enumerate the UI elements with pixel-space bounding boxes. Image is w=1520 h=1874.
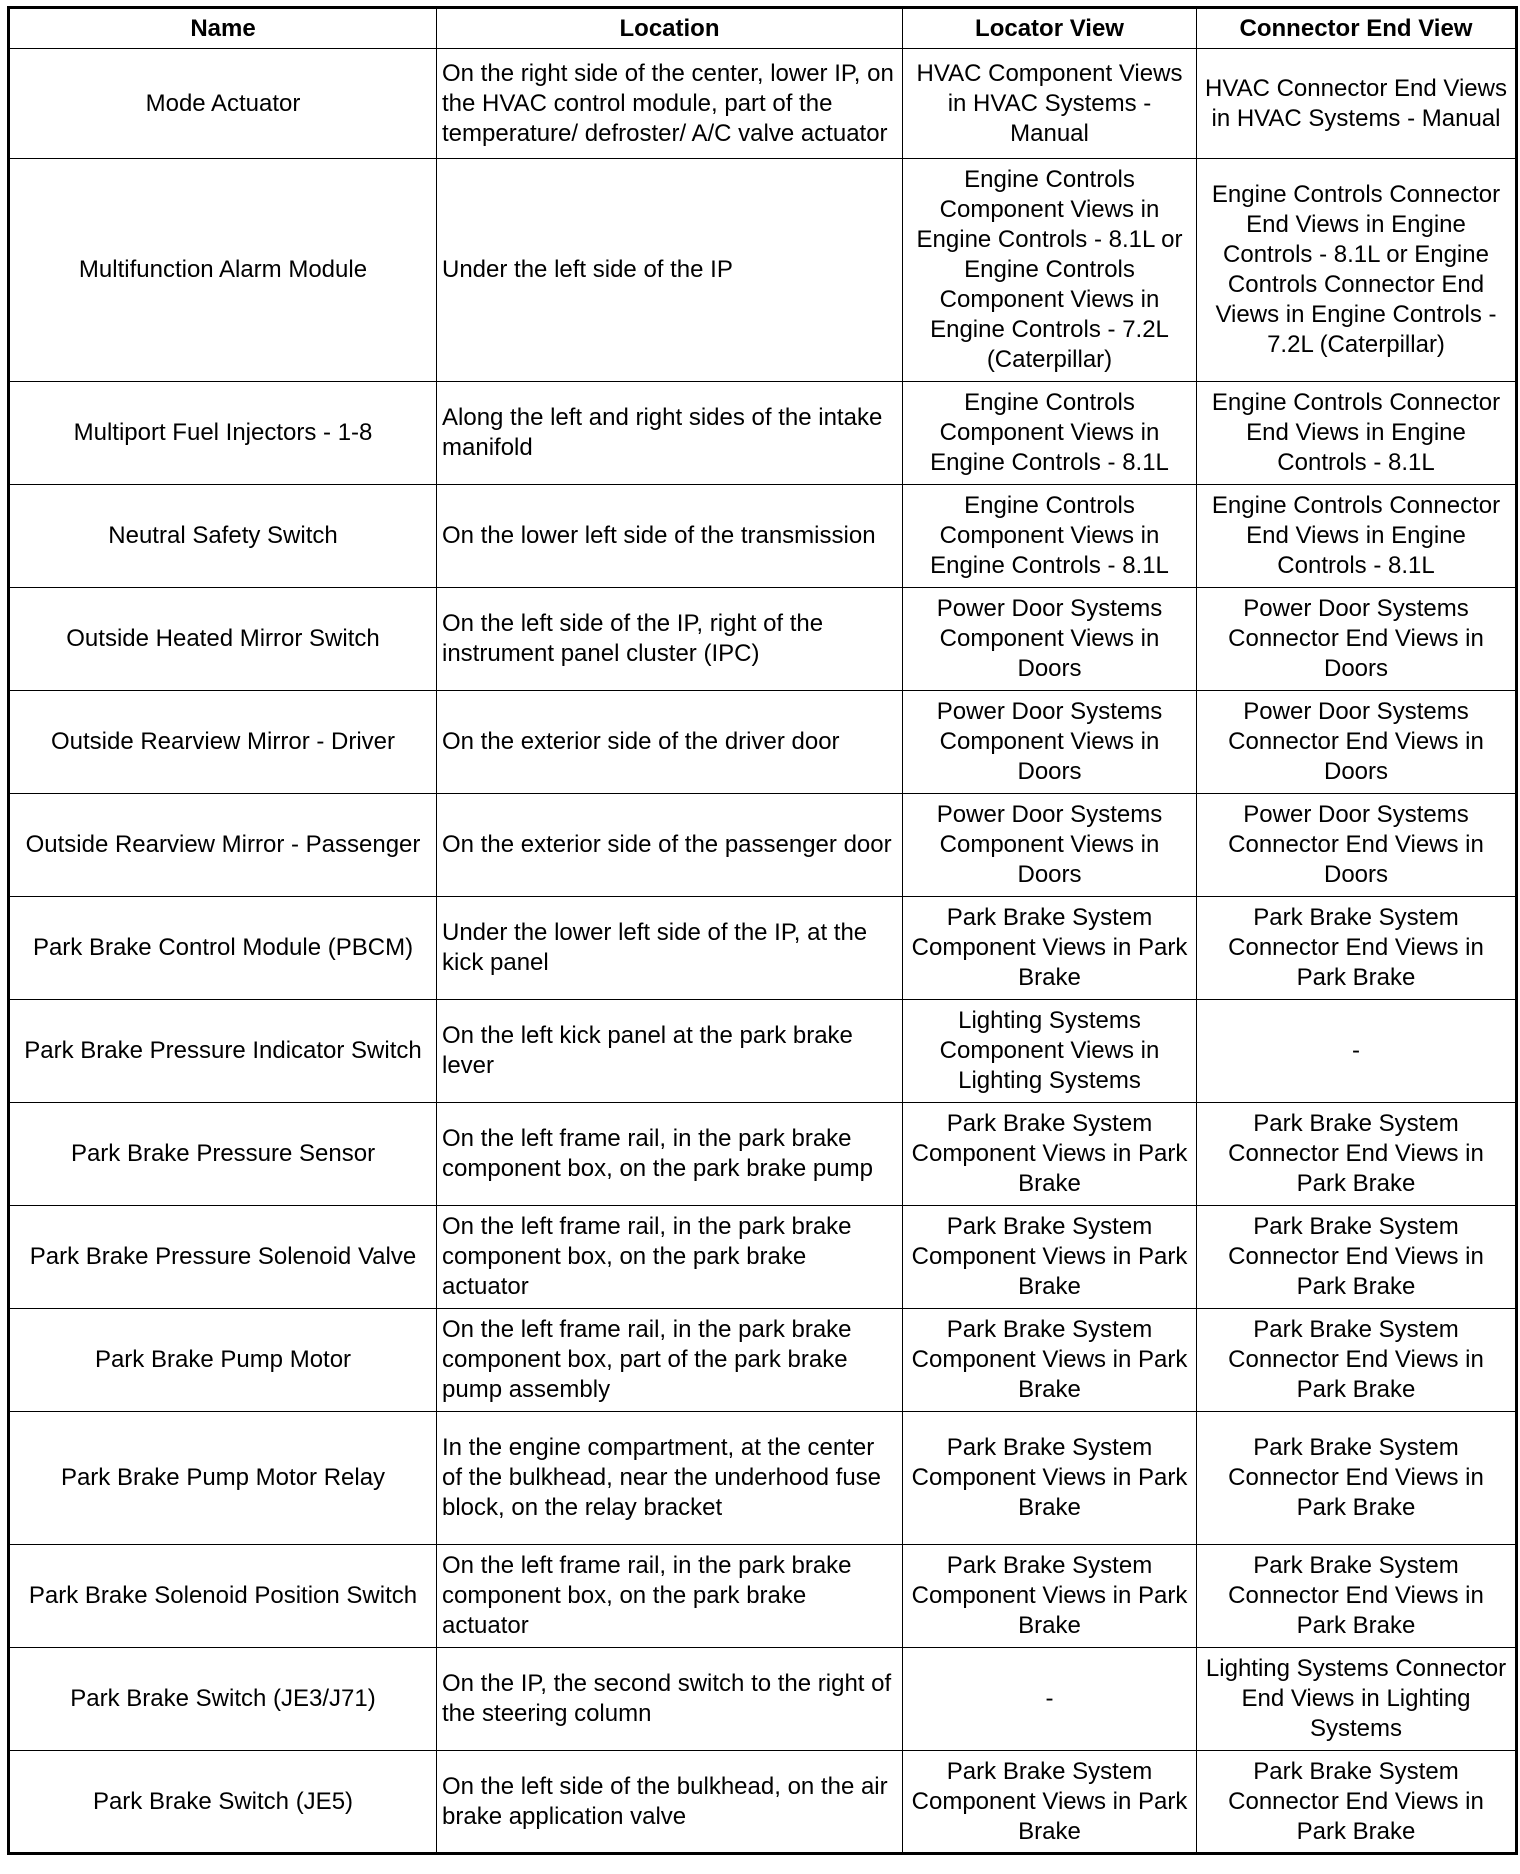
cell-locator-view: Park Brake System Component Views in Park Brake bbox=[903, 1412, 1197, 1545]
component-locator-table bbox=[7, 6, 1518, 1855]
cell-connector-end-view: - bbox=[1197, 1000, 1517, 1103]
cell-location: On the left kick panel at the park brake lever bbox=[437, 1000, 903, 1103]
table-header-row bbox=[9, 8, 1517, 49]
cell-name: Park Brake Control Module (PBCM) bbox=[9, 897, 437, 1000]
cell-name: Multiport Fuel Injectors - 1-8 bbox=[9, 382, 437, 485]
cell-locator-view: Park Brake System Component Views in Park Brake bbox=[903, 1309, 1197, 1412]
column-header-connector-end-view: Connector End View bbox=[1197, 8, 1517, 49]
cell-name: Park Brake Pressure Sensor bbox=[9, 1103, 437, 1206]
cell-connector-end-view: Power Door Systems Connector End Views in Doors bbox=[1197, 794, 1517, 897]
cell-name: Neutral Safety Switch bbox=[9, 485, 437, 588]
table-row bbox=[9, 1545, 1517, 1648]
cell-connector-end-view: Park Brake System Connector End Views in Park Brake bbox=[1197, 1751, 1517, 1854]
cell-locator-view: Park Brake System Component Views in Park Brake bbox=[903, 1751, 1197, 1854]
cell-locator-view: Engine Controls Component Views in Engine Controls - 8.1L bbox=[903, 485, 1197, 588]
table-row bbox=[9, 588, 1517, 691]
cell-connector-end-view: Park Brake System Connector End Views in Park Brake bbox=[1197, 1545, 1517, 1648]
cell-location: On the exterior side of the passenger door bbox=[437, 794, 903, 897]
cell-name: Outside Rearview Mirror - Driver bbox=[9, 691, 437, 794]
cell-locator-view: HVAC Component Views in HVAC Systems - Manual bbox=[903, 49, 1197, 159]
table-row bbox=[9, 1103, 1517, 1206]
cell-location: On the left frame rail, in the park brake component box, part of the park brake pump assembly bbox=[437, 1309, 903, 1412]
cell-name: Mode Actuator bbox=[9, 49, 437, 159]
cell-connector-end-view: Engine Controls Connector End Views in Engine Controls - 8.1L bbox=[1197, 382, 1517, 485]
cell-connector-end-view: Park Brake System Connector End Views in Park Brake bbox=[1197, 1412, 1517, 1545]
cell-location: In the engine compartment, at the center of the bulkhead, near the underhood fuse block, on the relay bracket bbox=[437, 1412, 903, 1545]
cell-locator-view: Park Brake System Component Views in Park Brake bbox=[903, 1545, 1197, 1648]
table-row bbox=[9, 159, 1517, 382]
cell-name: Park Brake Switch (JE3/J71) bbox=[9, 1648, 437, 1751]
table-row bbox=[9, 1000, 1517, 1103]
cell-name: Outside Heated Mirror Switch bbox=[9, 588, 437, 691]
cell-connector-end-view: Park Brake System Connector End Views in Park Brake bbox=[1197, 1103, 1517, 1206]
table-row bbox=[9, 485, 1517, 588]
cell-location: On the exterior side of the driver door bbox=[437, 691, 903, 794]
cell-connector-end-view: Engine Controls Connector End Views in Engine Controls - 8.1L bbox=[1197, 485, 1517, 588]
cell-location: Under the left side of the IP bbox=[437, 159, 903, 382]
cell-name: Park Brake Switch (JE5) bbox=[9, 1751, 437, 1854]
table-row bbox=[9, 1648, 1517, 1751]
cell-name: Multifunction Alarm Module bbox=[9, 159, 437, 382]
cell-location: On the left frame rail, in the park brake component box, on the park brake actuator bbox=[437, 1206, 903, 1309]
cell-locator-view: Engine Controls Component Views in Engine Controls - 8.1L or Engine Controls Component Views in Engine Controls - 7.2L (Caterpillar) bbox=[903, 159, 1197, 382]
cell-location: On the right side of the center, lower IP, on the HVAC control module, part of the temperature/ defroster/ A/C valve actuator bbox=[437, 49, 903, 159]
table-row bbox=[9, 794, 1517, 897]
column-header-name: Name bbox=[9, 8, 437, 49]
cell-locator-view: Lighting Systems Component Views in Lighting Systems bbox=[903, 1000, 1197, 1103]
cell-location: On the left frame rail, in the park brake component box, on the park brake pump bbox=[437, 1103, 903, 1206]
table-row bbox=[9, 691, 1517, 794]
cell-locator-view: Park Brake System Component Views in Park Brake bbox=[903, 897, 1197, 1000]
table-row bbox=[9, 1751, 1517, 1854]
cell-connector-end-view: Power Door Systems Connector End Views in Doors bbox=[1197, 588, 1517, 691]
cell-locator-view: Park Brake System Component Views in Park Brake bbox=[903, 1103, 1197, 1206]
cell-locator-view: Park Brake System Component Views in Park Brake bbox=[903, 1206, 1197, 1309]
cell-location: Along the left and right sides of the intake manifold bbox=[437, 382, 903, 485]
cell-name: Park Brake Pressure Indicator Switch bbox=[9, 1000, 437, 1103]
cell-connector-end-view: Engine Controls Connector End Views in Engine Controls - 8.1L or Engine Controls Connector End Views in Engine Controls - 7.2L (Caterpillar) bbox=[1197, 159, 1517, 382]
cell-location: On the left side of the bulkhead, on the air brake application valve bbox=[437, 1751, 903, 1854]
cell-connector-end-view: Park Brake System Connector End Views in Park Brake bbox=[1197, 897, 1517, 1000]
cell-name: Park Brake Pressure Solenoid Valve bbox=[9, 1206, 437, 1309]
table-row bbox=[9, 1412, 1517, 1545]
cell-location: On the left side of the IP, right of the instrument panel cluster (IPC) bbox=[437, 588, 903, 691]
cell-locator-view: Power Door Systems Component Views in Doors bbox=[903, 588, 1197, 691]
cell-name: Park Brake Solenoid Position Switch bbox=[9, 1545, 437, 1648]
component-locator-table-container bbox=[7, 6, 1518, 1855]
cell-connector-end-view: Park Brake System Connector End Views in Park Brake bbox=[1197, 1309, 1517, 1412]
table-row bbox=[9, 382, 1517, 485]
table-row bbox=[9, 897, 1517, 1000]
cell-location: On the IP, the second switch to the right of the steering column bbox=[437, 1648, 903, 1751]
column-header-location: Location bbox=[437, 8, 903, 49]
cell-location: On the left frame rail, in the park brake component box, on the park brake actuator bbox=[437, 1545, 903, 1648]
cell-name: Park Brake Pump Motor Relay bbox=[9, 1412, 437, 1545]
cell-locator-view: Power Door Systems Component Views in Doors bbox=[903, 794, 1197, 897]
cell-locator-view: Engine Controls Component Views in Engine Controls - 8.1L bbox=[903, 382, 1197, 485]
cell-connector-end-view: Park Brake System Connector End Views in Park Brake bbox=[1197, 1206, 1517, 1309]
column-header-locator-view: Locator View bbox=[903, 8, 1197, 49]
table-row bbox=[9, 1309, 1517, 1412]
cell-name: Outside Rearview Mirror - Passenger bbox=[9, 794, 437, 897]
cell-locator-view: Power Door Systems Component Views in Doors bbox=[903, 691, 1197, 794]
table-row bbox=[9, 1206, 1517, 1309]
table-row bbox=[9, 49, 1517, 159]
cell-location: Under the lower left side of the IP, at the kick panel bbox=[437, 897, 903, 1000]
cell-connector-end-view: HVAC Connector End Views in HVAC Systems - Manual bbox=[1197, 49, 1517, 159]
cell-name: Park Brake Pump Motor bbox=[9, 1309, 437, 1412]
cell-locator-view: - bbox=[903, 1648, 1197, 1751]
cell-connector-end-view: Lighting Systems Connector End Views in Lighting Systems bbox=[1197, 1648, 1517, 1751]
cell-location: On the lower left side of the transmission bbox=[437, 485, 903, 588]
cell-connector-end-view: Power Door Systems Connector End Views in Doors bbox=[1197, 691, 1517, 794]
